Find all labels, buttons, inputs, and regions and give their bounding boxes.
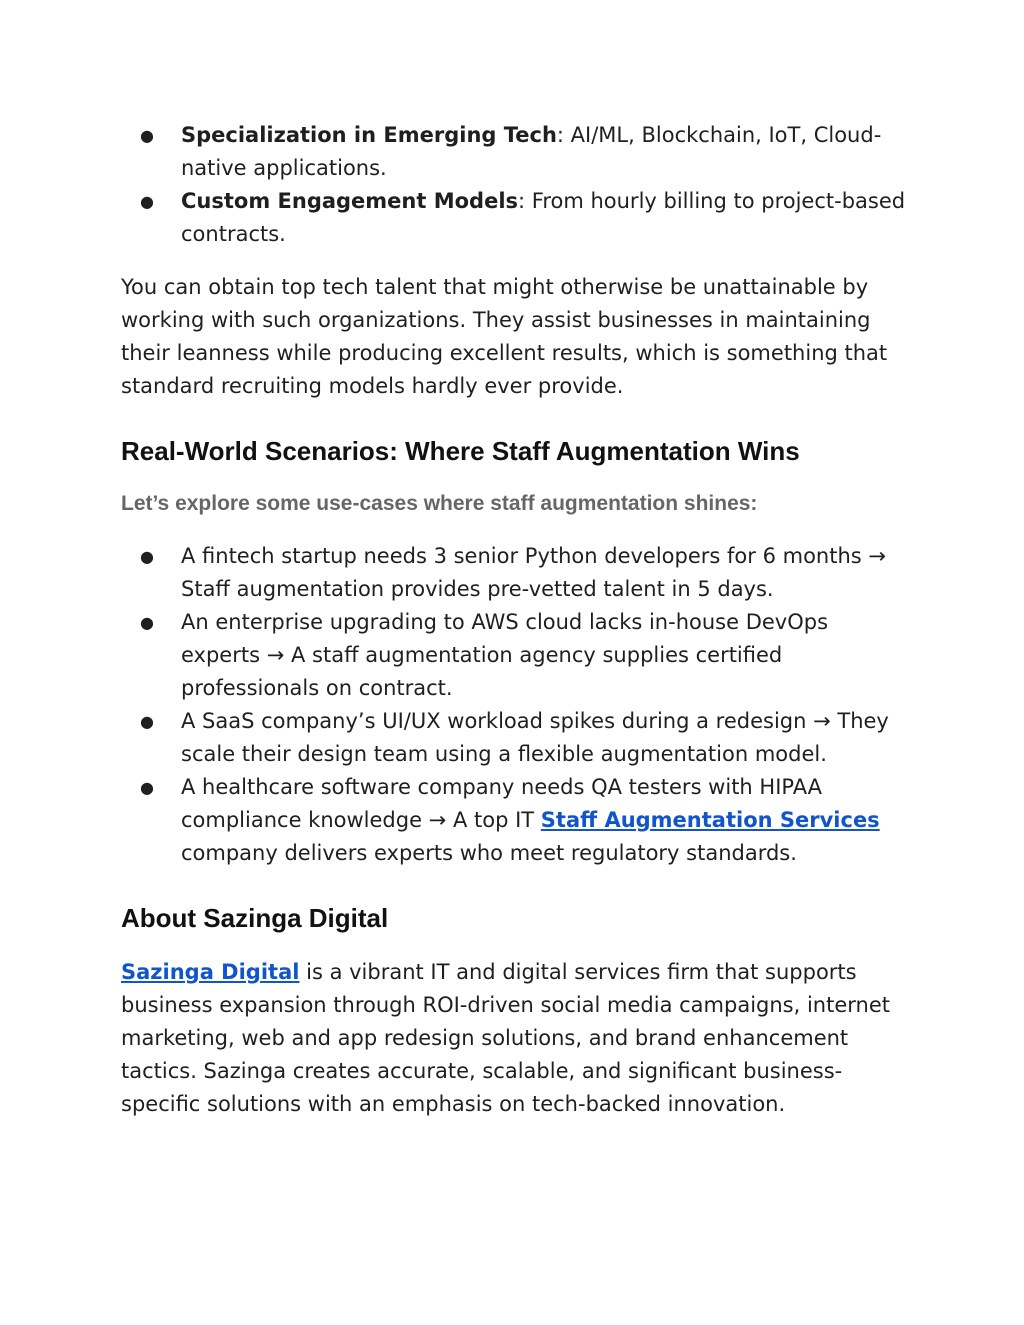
- list-item-text: A fintech startup needs 3 senior Python developers for 6 months → Staff augmentation provides pre-vetted talent in 5 days.: [181, 544, 886, 601]
- list-item-text: : AI/ML, Blockchain, IoT, Cloud-native applications.: [181, 123, 882, 180]
- list-item: [121, 705, 911, 771]
- bullet-icon: ●: [140, 613, 154, 632]
- sazinga-digital-link[interactable]: Sazinga Digital: [121, 960, 300, 984]
- about-heading: About Sazinga Digital: [121, 903, 389, 933]
- intro-bullet-list: [121, 119, 911, 251]
- scenarios-subheading: Let’s explore some use-cases where staff augmentation shines:: [121, 492, 758, 515]
- list-item-text-after: company delivers experts who meet regulatory standards.: [181, 841, 797, 865]
- bullet-icon: ●: [140, 126, 154, 145]
- list-item-term: Custom Engagement Models: [181, 189, 519, 213]
- intro-paragraph: You can obtain top tech talent that might otherwise be unattainable by working with such organizations. They assist businesses in maintaining their leanness while producing excellent results, which is something that standard recruiting models hardly ever provide.: [121, 275, 888, 398]
- staff-augmentation-services-link[interactable]: Staff Augmentation Services: [540, 808, 880, 832]
- bullet-icon: ●: [140, 192, 154, 211]
- list-item-term: Specialization in Emerging Tech: [181, 123, 557, 147]
- list-item-text: : From hourly billing to project-based contracts.: [181, 189, 906, 246]
- bullet-icon: ●: [140, 778, 154, 797]
- scenarios-heading: Real-World Scenarios: Where Staff Augmentation Wins: [121, 436, 800, 466]
- about-text: is a vibrant IT and digital services firm that supports business expansion through ROI-driven social media campaigns, internet marketing, web and app redesign solutions, and brand enhancement tactics. Sazinga creates accurate, scalable, and significant business-specific solutions with an emphasis on tech-backed innovation.: [121, 960, 891, 1116]
- bullet-icon: ●: [140, 712, 154, 731]
- list-item: [121, 540, 911, 606]
- scenarios-bullet-list: [121, 540, 911, 870]
- about-paragraph: [121, 956, 901, 1121]
- list-item: [121, 771, 911, 870]
- list-item-text-before: A healthcare software company needs QA testers with HIPAA compliance knowledge → A top IT: [181, 775, 823, 832]
- list-item: [121, 606, 911, 705]
- list-item: [121, 119, 911, 185]
- bullet-icon: ●: [140, 547, 154, 566]
- list-item-text: An enterprise upgrading to AWS cloud lacks in-house DevOps experts → A staff augmentation agency supplies certified professionals on contract.: [181, 610, 829, 700]
- list-item-text: A SaaS company’s UI/UX workload spikes during a redesign → They scale their design team using a flexible augmentation model.: [181, 709, 889, 766]
- list-item: [121, 185, 911, 251]
